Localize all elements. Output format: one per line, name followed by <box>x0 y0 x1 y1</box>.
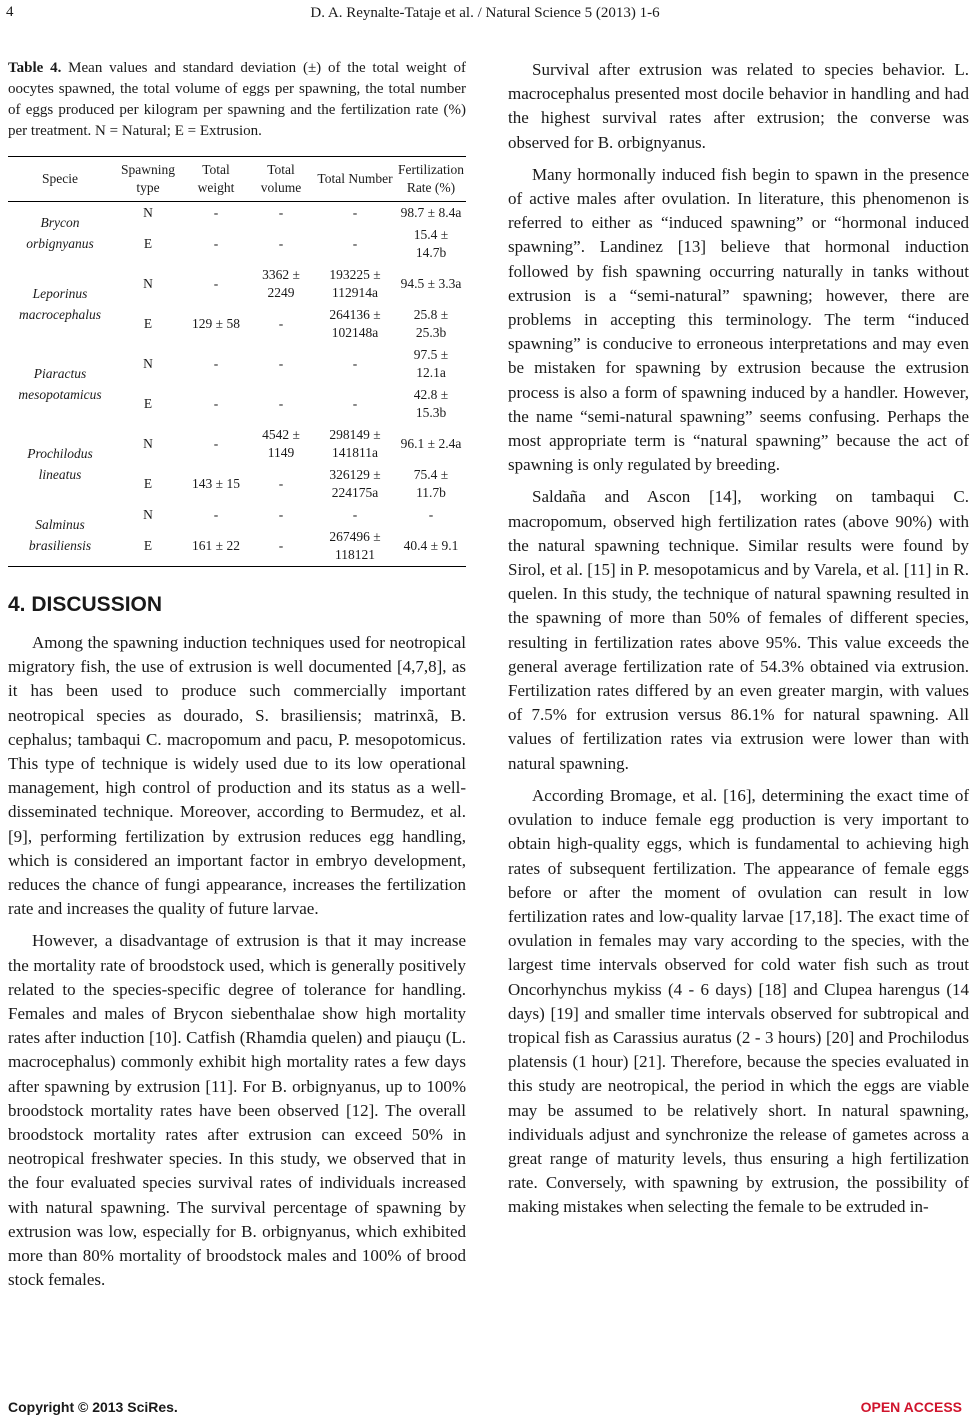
page-number: 4 <box>6 4 14 20</box>
table-caption-text: Mean values and standard deviation (±) of the total weight of oocytes spawned, the total volume of eggs per spawning, the total number of eggs produced per kilogram per spawning and the fertilization rate (%) per treatment. N = Natural; E = Extrusion. <box>8 60 466 139</box>
table-cell: - <box>352 396 358 411</box>
paragraph: Saldaña and Ascon [14], working on tambaqui C. macropomum, observed high fertilization rates (above 90%) with the natural spawning technique. Similar results were found by Sirol, et al. [15] in P. mesopotamicus and by Varela, et al. [11] in R. quelen. In this study, the technique of natural spawning resulted in the spawning of more than 50% of females of different species, resulting in fertilization rates above 95%. This value exceeds the general average fertilization rate of 54.3% obtained via extrusion. Fertilization rates differed by an even greater margin, with values of 7.5% for extrusion versus 86.1% for natural spawning. All values of fertilization rates via extrusion were lower than with natural spawning. <box>508 487 969 773</box>
footer-copyright: Copyright © 2013 SciRes. <box>8 1399 178 1415</box>
paragraph: Among the spawning induction techniques used for neotropical migratory fish, the use of extrusion is well documented [4,7,8], as it has been used to produce such commercially important neotropical species as dourado, S. brasiliensis; matrinxã, B. cephalus; tambaqui C. macropomum and pacu, P. mesopotomicus. This type of technique is widely used due to its low operational management, high control of production and its status as a well-disseminated technique. Moreover, according to Bermudez, et al. [9], performing fertilization by extrusion reduces egg handling, which is considered an important factor in embryo development, reduces the chance of fungi appearance, increases the fertilization rate and increases the quality of future larvae. <box>8 633 466 919</box>
table-cell: 96.1 ± 2.4a <box>400 436 462 451</box>
table-cell: 161 ± 22 <box>184 526 248 567</box>
table-cell: 94.5 ± 3.3a <box>400 276 462 291</box>
left-column <box>8 58 466 1300</box>
table-cell: 129 ± 58 <box>192 316 240 331</box>
species-cell: Piaractus mesopotamicus <box>18 366 102 402</box>
col-header-fertilization-rate: Fertilization Rate (%) <box>396 156 466 202</box>
species-cell: Brycon orbignyanus <box>26 215 94 251</box>
table-cell: - <box>278 396 284 411</box>
table-caption <box>8 58 466 142</box>
table-cell: - <box>428 507 434 522</box>
table-cell: - <box>213 276 219 291</box>
table-cell: 193225 ± 112914a <box>329 267 381 300</box>
table-cell: - <box>352 205 358 220</box>
table-cell: - <box>213 436 219 451</box>
table-cell: - <box>352 356 358 371</box>
table-cell: 25.8 ± 25.3b <box>413 307 449 340</box>
table-cell: 4542 ± 1149 <box>262 427 300 460</box>
table-cell: E <box>143 236 153 251</box>
table-header-row <box>8 156 466 202</box>
table-cell: - <box>213 236 219 251</box>
table-cell: 75.4 ± 11.7b <box>413 467 449 500</box>
paragraph: Many hormonally induced fish begin to spawn in the presence of active males after ovulation. In literature, this phenomenon is referred to either as “induced spawning” or “hormonal induced spawning”. Landinez [13] believe that hormonal induction followed by fish spawning occurring naturally in tanks without extrusion is a “semi-natural” spawning; however, there are problems in accepting this terminology. The term “induced spawning” is conducive to erroneous interpretations and may even be mistaken for spawning by extrusion because the extrusion process is also a form of spawning induced by a handler. However, the name “semi-natural spawning” seems confusing. Perhaps the most appropriate term is “natural spawning” because the act of spawning is only regulated by breeding. <box>508 164 969 475</box>
species-cell: Prochilodus lineatus <box>27 446 93 482</box>
table-cell: N <box>143 205 153 220</box>
paragraph: However, a disadvantage of extrusion is that it may increase the mortality rate of broodstock used, which is generally positively related to the species-specific degree of tolerance for handling. Females and males of Brycon siebenthalae show high mortality rates after induction [10]. Catfish (Rhamdia quelen) and piauçu (L. macrocephalus) commonly exhibit high mortality rates a few days after spawning by extrusion [11]. For B. orbignyanus, up to 100% broodstock mortality rates have been observed [12]. The overall broodstock mortality rates after extrusion can exceed 50% in neotropical freshwater species. In this study, we observed that in the four evaluated species survival rates of individuals increased with natural spawning. The survival percentage of spawning by extrusion was low, especially for B. orbignyanus, which exhibited more than 80% mortality of broodstock males and 100% of brood stock females. <box>8 931 466 1290</box>
table-cell: 42.8 ± 15.3b <box>413 387 449 420</box>
col-header-specie: Specie <box>8 156 112 202</box>
table-cell: - <box>248 526 314 567</box>
table-cell: 98.7 ± 8.4a <box>400 205 462 220</box>
table-cell: - <box>213 356 219 371</box>
table-cell: 97.5 ± 12.1a <box>413 347 449 380</box>
table-cell: - <box>213 396 219 411</box>
col-header-total-number: Total Number <box>314 156 396 202</box>
table-cell: - <box>213 507 219 522</box>
table-cell: - <box>352 507 358 522</box>
table-cell: 264136 ± 102148a <box>329 307 381 340</box>
paragraph: Survival after extrusion was related to species behavior. L. macrocephalus presented most docile behavior in handling and had the highest survival rates after extrusion; the converse was observed for B. orbignyanus. <box>508 60 969 152</box>
table-cell: - <box>278 205 284 220</box>
section-heading-discussion: 4. DISCUSSION <box>8 593 163 616</box>
footer-open-access: OPEN ACCESS <box>860 1399 962 1415</box>
table-row <box>8 202 466 224</box>
table-cell: 15.4 ± 14.7b <box>413 227 449 260</box>
paragraph: According Bromage, et al. [16], determining the exact time of ovulation to induce female egg production is very important to obtain high-quality eggs, which is fundamental to achieving high rates of subsequent fertilization. The appearance of female eggs before or after the moment of ovulation can result in low fertilization rates and low-quality larvae [17,18]. The exact time of ovulation in females may vary according to the species, with the largest time intervals observed for cold water fish such as trout Oncorhynchus mykiss (4 - 6 days) [18] and Clupea harengus (14 days) [19] and smaller time intervals observed for subtropical and tropical fish as Carassius auratus (2 - 3 hours) [20] and Prochilodus platensis (1 hour) [21]. Therefore, because the species evaluated in this study are neotropical, the period in which the eggs are viable may be assumed to be relatively short. In natural spawning, individuals adjust and synchronize the release of gametes across a great range of maturity levels, thus ensuring a high fertilization rate. Conversely, with spawning by extrusion, the possibility of making mistakes when selecting the female to be extruded in- <box>508 785 969 1217</box>
table-cell: 267496 ± 118121 <box>314 526 396 567</box>
running-head: D. A. Reynalte-Tataje et al. / Natural Science 5 (2013) 1-6 <box>310 5 660 21</box>
table-cell: N <box>143 436 153 451</box>
table-cell: - <box>278 356 284 371</box>
table-cell: 298149 ± 141811a <box>329 427 381 460</box>
table-cell: E <box>143 476 153 491</box>
table-cell: N <box>143 276 153 291</box>
table-cell: 40.4 ± 9.1 <box>396 526 466 567</box>
right-column <box>508 58 969 1228</box>
table-cell: N <box>143 507 153 522</box>
table-cell: 143 ± 15 <box>192 476 240 491</box>
table-cell: - <box>213 205 219 220</box>
table-cell: E <box>112 526 184 567</box>
table-label: Table 4. <box>8 60 62 76</box>
table-row <box>8 424 466 464</box>
table-cell: E <box>143 396 153 411</box>
table-row <box>8 264 466 304</box>
table-cell: - <box>278 476 284 491</box>
species-cell: Salminus brasiliensis <box>8 504 112 567</box>
table-cell: - <box>278 316 284 331</box>
table-row <box>8 344 466 384</box>
table-4 <box>8 156 466 567</box>
table-cell: E <box>143 316 153 331</box>
col-header-spawning-type: Spawning type <box>112 156 184 202</box>
col-header-total-weight: Total weight <box>184 156 248 202</box>
species-cell: Leporinus macrocephalus <box>19 286 101 322</box>
table-cell: N <box>143 356 153 371</box>
table-cell: 326129 ± 224175a <box>329 467 381 500</box>
table-cell: - <box>278 507 284 522</box>
table-cell: - <box>278 236 284 251</box>
table-row <box>8 504 466 526</box>
table-cell: - <box>352 236 358 251</box>
col-header-total-volume: Total volume <box>248 156 314 202</box>
table-cell: 3362 ± 2249 <box>262 267 300 300</box>
